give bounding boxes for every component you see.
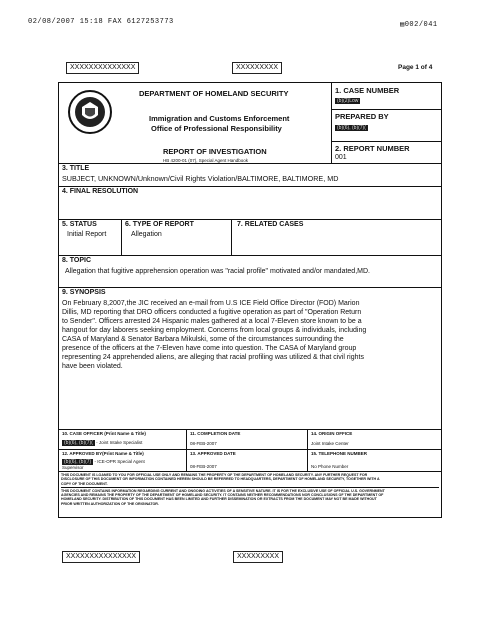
disclaimer-line: THIS DOCUMENT IS LOANED TO YOU FOR OFFICIAL USE ONLY AND REMAINS THE PROPERTY OF THE DEPARTMENT OF HOMELAND SECURITY. ANY FURTHER REQUEST FOR bbox=[61, 473, 368, 477]
agency-line-1: Immigration and Customs Enforcement bbox=[149, 114, 290, 123]
synopsis-line: CASA of Maryland & Senator Barbara Mikulski, some of the circumstances surrounding the bbox=[62, 336, 344, 343]
top-left-redaction-box: XXXXXXXXXXXXXX bbox=[66, 62, 139, 74]
related-cases-label: 7. RELATED CASES bbox=[237, 221, 304, 228]
title-value: SUBJECT, UNKNOWN/Unknown/Civil Rights Violation/BALTIMORE, BALTIMORE, MD bbox=[62, 174, 339, 183]
bottom-left-redaction-box: XXXXXXXXXXXXXXX bbox=[62, 551, 140, 563]
fax-icon: ▤ bbox=[400, 21, 405, 29]
title-label: 3. TITLE bbox=[62, 165, 90, 172]
synopsis-body bbox=[62, 299, 438, 371]
dhs-seal-icon bbox=[67, 89, 113, 135]
topic-value: Allegation that fugitive apprehension operation was "racial profile" motivated and/or mandated,MD. bbox=[65, 268, 370, 275]
type-of-report-value: Allegation bbox=[131, 231, 162, 238]
synopsis-line: representing 24 apprehended aliens, are alleging that racial profiling was utilized & that civil rights bbox=[62, 354, 364, 361]
fax-page-text: 002/041 bbox=[404, 21, 438, 29]
topic-label: 8. TOPIC bbox=[62, 257, 92, 264]
approved-date-label: 13. APPROVED DATE bbox=[190, 451, 236, 456]
disclaimer-line: PRIOR WRITTEN AUTHORIZATION OF THE ORIGINATOR. bbox=[61, 501, 159, 506]
type-of-report-label: 6. TYPE OF REPORT bbox=[125, 221, 194, 228]
fax-header: 02/08/2007 15:18 FAX 6127253773 bbox=[28, 18, 174, 26]
approved-by-title: - ICE-OPR Special Agent bbox=[94, 459, 145, 464]
report-form bbox=[58, 82, 442, 518]
completion-date-label: 11. COMPLETION DATE bbox=[190, 431, 241, 436]
status-value: Initial Report bbox=[67, 231, 107, 238]
disclaimer-line: COPY OF THE DOCUMENT. bbox=[61, 481, 108, 486]
agency-line-2: Office of Professional Responsibility bbox=[151, 124, 282, 133]
handbook-reference: HB 4200-01 (07), Special Agent Handbook bbox=[163, 158, 249, 163]
approved-by-redacted: (b)(6), (b)(7) bbox=[64, 459, 92, 465]
report-number-value: 001 bbox=[335, 154, 347, 161]
prepared-by-redacted: (b)(6), (b)(7)( bbox=[337, 125, 366, 131]
case-officer-value bbox=[62, 440, 142, 446]
approved-by-line2: Supervisor bbox=[62, 465, 84, 470]
disclaimer-line: DISCLOSURE OF THIS DOCUMENT OR INFORMATION CONTAINED HEREIN SHOULD BE REFERRED TO HEADQUARTERS, DEPARTMENT OF HOMELAND SECURITY, TOGETHER WITH A bbox=[61, 477, 380, 482]
disclaimer-block bbox=[61, 473, 439, 506]
telephone-value: No Phone Number bbox=[311, 464, 349, 469]
case-officer-redacted: (b)(6), (b)(7)( bbox=[64, 440, 93, 446]
department-heading: DEPARTMENT OF HOMELAND SECURITY bbox=[139, 89, 289, 98]
synopsis-line: have been violated. bbox=[62, 363, 123, 370]
origin-office-value: Joint Intake Center bbox=[311, 441, 349, 446]
origin-office-label: 14. ORIGIN OFFICE bbox=[311, 431, 353, 436]
fax-page-number bbox=[400, 20, 438, 29]
page-of-label: Page 1 of 4 bbox=[398, 64, 433, 71]
bottom-middle-redaction-box: XXXXXXXXX bbox=[233, 551, 283, 563]
case-number-redacted: (b)(2)Low bbox=[337, 98, 359, 104]
case-number-label: 1. CASE NUMBER bbox=[335, 86, 400, 95]
case-officer-label: 10. CASE OFFICER (Print Name & Title) bbox=[62, 431, 146, 436]
synopsis-line: Dillis, MD reporting that DRO officers conducted a fugitive operation as part of "Operation Return bbox=[62, 309, 362, 316]
synopsis-line: hangout for day laborers seeking employment. Concerns from local groups & individuals, including bbox=[62, 327, 367, 334]
report-title: REPORT OF INVESTIGATION bbox=[163, 147, 267, 156]
prepared-by-label: PREPARED BY bbox=[335, 112, 389, 121]
final-resolution-label: 4. FINAL RESOLUTION bbox=[62, 188, 139, 195]
synopsis-line: to Sender". Officers arrested 24 Hispanic males gathered at a local 7-Eleven store known to be a bbox=[62, 318, 362, 325]
disclaimer-line: AGENCIES AND REMAINS THE PROPERTY OF THE DEPARTMENT OF HOMELAND SECURITY. IT CONTAINS NEITHER RECOMMENDATIONS NOR CONCLUSIONS OF THE DEPARTMENT OF bbox=[61, 493, 384, 498]
disclaimer-line: HOMELAND SECURITY. DISTRIBUTION OF THIS DOCUMENT HAS BEEN LIMITED AND FURTHER DISSEMINATION OR EXTRACTS FROM THE DOCUMENT MAY NOT BE MADE WITHOUT bbox=[61, 497, 377, 502]
telephone-label: 15. TELEPHONE NUMBER bbox=[311, 451, 368, 456]
disclaimer-line: THIS DOCUMENT CONTAINS INFORMATION REGARDING CURRENT AND ONGOING ACTIVITIES OF A SENSITIVE NATURE. IT IS FOR THE EXCLUSIVE USE OF OFFICIAL U.S. GOVERNMENT bbox=[61, 488, 385, 493]
top-middle-redaction-box: XXXXXXXXX bbox=[232, 62, 282, 74]
status-label: 5. STATUS bbox=[62, 221, 97, 228]
case-officer-title: - Joint Intake Specialist bbox=[96, 440, 143, 445]
completion-date-value: 08-FEB-2007 bbox=[190, 441, 217, 446]
synopsis-line: On February 8,2007,the JIC received an e-mail from U.S ICE Field Office Director (FOD) Marion bbox=[62, 300, 360, 307]
synopsis-label: 9. SYNOPSIS bbox=[62, 289, 106, 296]
synopsis-line: presence of the officers at the 7-Eleven have come into question. The CASA of Maryland group bbox=[62, 345, 357, 352]
approved-date-value: 08-FEB-2007 bbox=[190, 464, 217, 469]
approved-by-label: 12. APPROVED BY(Print Name & Title) bbox=[62, 451, 144, 456]
report-number-label: 2. REPORT NUMBER bbox=[335, 144, 410, 153]
